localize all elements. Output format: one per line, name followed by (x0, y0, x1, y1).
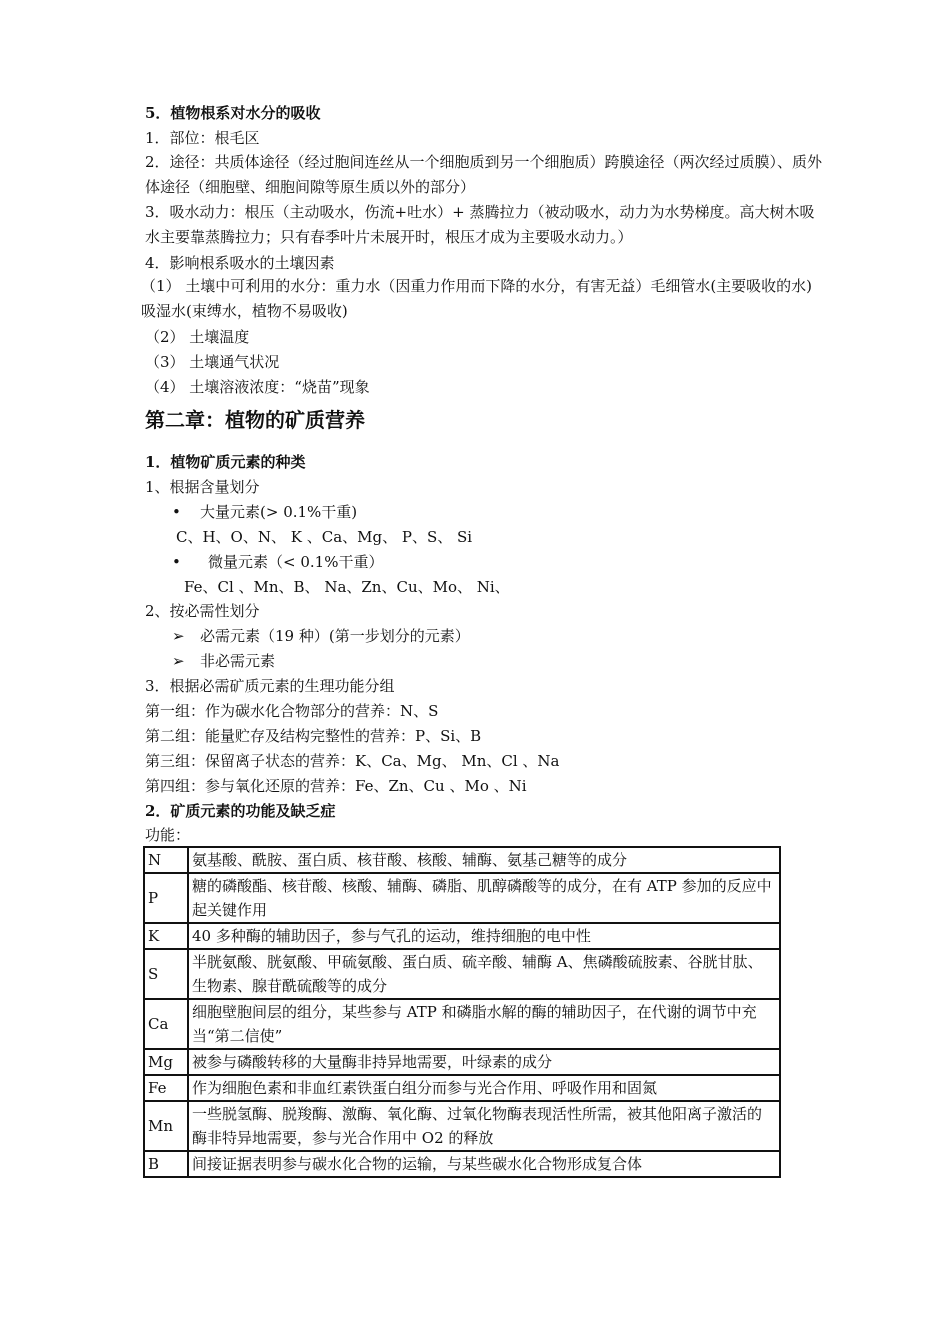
element-cell: S (144, 949, 188, 999)
text-line: 3．根据必需矿质元素的生理功能分组 (145, 677, 395, 695)
text-line: 第二组：能量贮存及结构完整性的营养：P、Si、B (145, 727, 482, 745)
arrow-bullet-icon: ➢ (172, 627, 185, 645)
text-line: （3） 土壤通气状况 (145, 353, 280, 371)
bullet-icon: • (172, 553, 181, 571)
element-function-table (143, 846, 781, 1178)
text-line: （4） 土壤溶液浓度：“烧苗”现象 (145, 378, 370, 396)
table-row (144, 1075, 780, 1101)
table-row (144, 873, 780, 923)
text-line: 2、按必需性划分 (145, 602, 260, 620)
function-cell: 氨基酸、酰胺、蛋白质、核苷酸、核酸、辅酶、氨基己糖等的成分 (188, 847, 780, 873)
function-cell: 被参与磷酸转移的大量酶非持异地需要，叶绿素的成分 (188, 1049, 780, 1075)
bullet-text: 大量元素(> 0.1%干重) (200, 503, 358, 521)
function-cell: 作为细胞色素和非血红素铁蛋白组分而参与光合作用、呼吸作用和固氮 (188, 1075, 780, 1101)
bullet-item (172, 626, 852, 646)
text-line: Fe、Cl 、Mn、B、 Na、Zn、Cu、Mo、 Ni、 (184, 578, 510, 596)
function-cell: 一些脱氢酶、脱羧酶、激酶、氧化酶、过氧化物酶表现活性所需，被其他阳离子激活的酶非特异地需要，参与光合作用中 O2 的释放 (188, 1101, 780, 1151)
text-line: 1．部位：根毛区 (145, 129, 260, 147)
table-row (144, 847, 780, 873)
text-line: 第三组：保留离子状态的营养：K、Ca、Mg、 Mn、Cl 、Na (145, 752, 560, 770)
text-paragraph: （1） 土壤中可利用的水分：重力水（因重力作用而下降的水分，有害无益）毛细管水(主要吸收的水) 吸湿水(束缚水，植物不易吸收) (141, 277, 813, 320)
element-cell: N (144, 847, 188, 873)
bullet-text: 微量元素（< 0.1%干重） (208, 553, 384, 571)
bullet-text: 非必需元素 (200, 652, 276, 670)
bullet-icon: • (172, 503, 181, 521)
table-row (144, 1151, 780, 1177)
bullet-text: 必需元素（19 种）(第一步划分的元素） (200, 627, 470, 645)
text-line: 1、根据含量划分 (145, 478, 260, 496)
table-row (144, 999, 780, 1049)
text-paragraph: 3．吸水动力：根压（主动吸水，伤流+吐水）+ 蒸腾拉力（被动吸水，动力为水势梯度。高大树木吸水主要靠蒸腾拉力；只有春季叶片未展开时，根压才成为主要吸水动力。） (145, 203, 815, 246)
table-row (144, 949, 780, 999)
section-heading: 2．矿质元素的功能及缺乏症 (145, 802, 336, 820)
text-line: （2） 土壤温度 (145, 328, 250, 346)
table-row (144, 1101, 780, 1151)
function-cell: 40 多种酶的辅助因子，参与气孔的运动，维持细胞的电中性 (188, 923, 780, 949)
table-row (144, 1049, 780, 1075)
table-row (144, 923, 780, 949)
element-cell: Mn (144, 1101, 188, 1151)
section-heading: 5．植物根系对水分的吸收 (145, 104, 321, 122)
element-cell: K (144, 923, 188, 949)
function-cell: 糖的磷酸酯、核苷酸、核酸、辅酶、磷脂、肌醇磷酸等的成分，在有 ATP 参加的反应中起关键作用 (188, 873, 780, 923)
text-line: 第一组：作为碳水化合物部分的营养：N、S (145, 702, 439, 720)
section-heading: 1．植物矿质元素的种类 (145, 453, 306, 471)
element-cell: P (144, 873, 188, 923)
element-cell: B (144, 1151, 188, 1177)
bullet-item (172, 651, 852, 671)
bullet-item (172, 552, 852, 572)
text-line: C、H、O、N、 K 、Ca、Mg、 P、S、 Si (176, 528, 473, 546)
arrow-bullet-icon: ➢ (172, 652, 185, 670)
element-cell: Fe (144, 1075, 188, 1101)
function-cell: 间接证据表明参与碳水化合物的运输，与某些碳水化合物形成复合体 (188, 1151, 780, 1177)
text-line: 第四组：参与氧化还原的营养：Fe、Zn、Cu 、Mo 、Ni (145, 777, 527, 795)
text-line: 功能： (145, 826, 191, 844)
function-cell: 细胞壁胞间层的组分，某些参与 ATP 和磷脂水解的酶的辅助因子，在代谢的调节中充当“第二信使” (188, 999, 780, 1049)
bullet-item (172, 502, 852, 522)
element-cell: Mg (144, 1049, 188, 1075)
function-cell: 半胱氨酸、胱氨酸、甲硫氨酸、蛋白质、硫辛酸、辅酶 A、焦磷酸硫胺素、谷胱甘肽、生物素、腺苷酰硫酸等的成分 (188, 949, 780, 999)
chapter-title: 第二章：植物的矿质营养 (145, 408, 365, 432)
text-paragraph: 2．途径：共质体途径（经过胞间连丝从一个细胞质到另一个细胞质）跨膜途径（两次经过质膜）、质外体途径（细胞壁、细胞间隙等原生质以外的部分） (145, 153, 823, 196)
element-cell: Ca (144, 999, 188, 1049)
text-line: 4．影响根系吸水的土壤因素 (145, 254, 335, 272)
